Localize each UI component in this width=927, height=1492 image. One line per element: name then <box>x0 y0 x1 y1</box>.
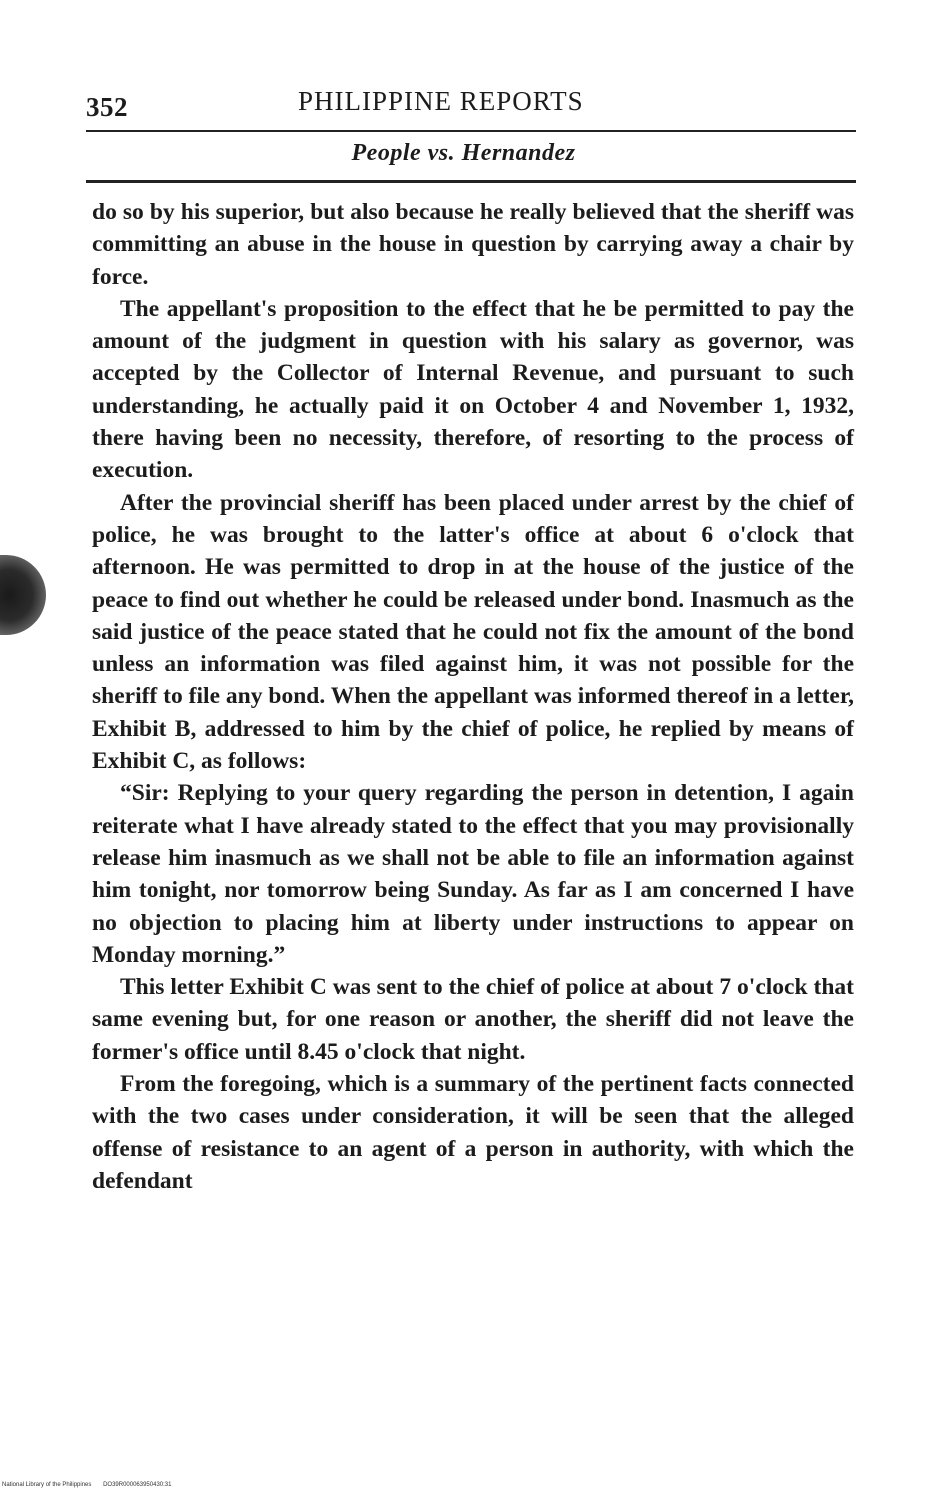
paragraph-2: The appellant's proposition to the effect that he be permitted to pay the amount of the judgment in question with his salary as governor, was accepted by the Collector of Internal Revenue, and pursuant to such understanding, he actually paid it on October 4 and November 1, 1932, there having been no necessity, therefore, of resorting to the process of execution. <box>92 295 854 484</box>
paragraph-4-quote: “Sir: Replying to your query regarding the person in detention, I again reiterate what I have already stated to the effect that you may provisionally release him inasmuch as we shall not be able to file an information against him tonight, nor tomorrow being Sunday. As far as I am concerned I have no objection to placing him at liberty under instructions to appear on Monday morning.” <box>92 780 854 968</box>
paragraph-6: From the foregoing, which is a summary of the pertinent facts connected with the two cases under consideration, it will be seen that the alleged offense of resistance to an agent of a person in authority, with which the defendant <box>92 1071 854 1194</box>
paragraph-5: This letter Exhibit C was sent to the chief of police at about 7 o'clock that same evening but, for one reason or another, the sheriff did not leave the former's office until 8.45 o'clock that night. <box>92 974 854 1065</box>
running-title: PHILIPPINE REPORTS <box>298 86 584 116</box>
page-number: 352 <box>86 92 128 122</box>
header-rule-bottom <box>86 180 856 183</box>
scan-footer <box>2 1482 181 1488</box>
footer-library: National Library of the Philippines <box>2 1482 92 1488</box>
footer-code: DO39R000063950430:31 <box>103 1482 172 1488</box>
body-text <box>92 196 854 1197</box>
case-title: People vs. Hernandez <box>351 140 576 166</box>
scan-thumb-shadow <box>0 555 46 635</box>
paragraph-3: After the provincial sheriff has been placed under arrest by the chief of police, he was brought to the latter's office at about 6 o'clock that afternoon. He was permitted to drop in at the house of the justice of the peace to find out whether he could be released under bond. Inasmuch as the said justice of the peace stated that he could not fix the amount of the bond unless an information was filed against him, it was not possible for the sheriff to file any bond. When the appellant was informed thereof in a letter, Exhibit B, addressed to him by the chief of police, he replied by means of Exhibit C, as follows: <box>92 489 854 775</box>
page-header <box>86 82 856 126</box>
header-rule-top <box>86 130 856 132</box>
paragraph-1: do so by his superior, but also because he really believed that the sheriff was committing an abuse in the house in question by carrying away a chair by force. <box>92 199 854 290</box>
